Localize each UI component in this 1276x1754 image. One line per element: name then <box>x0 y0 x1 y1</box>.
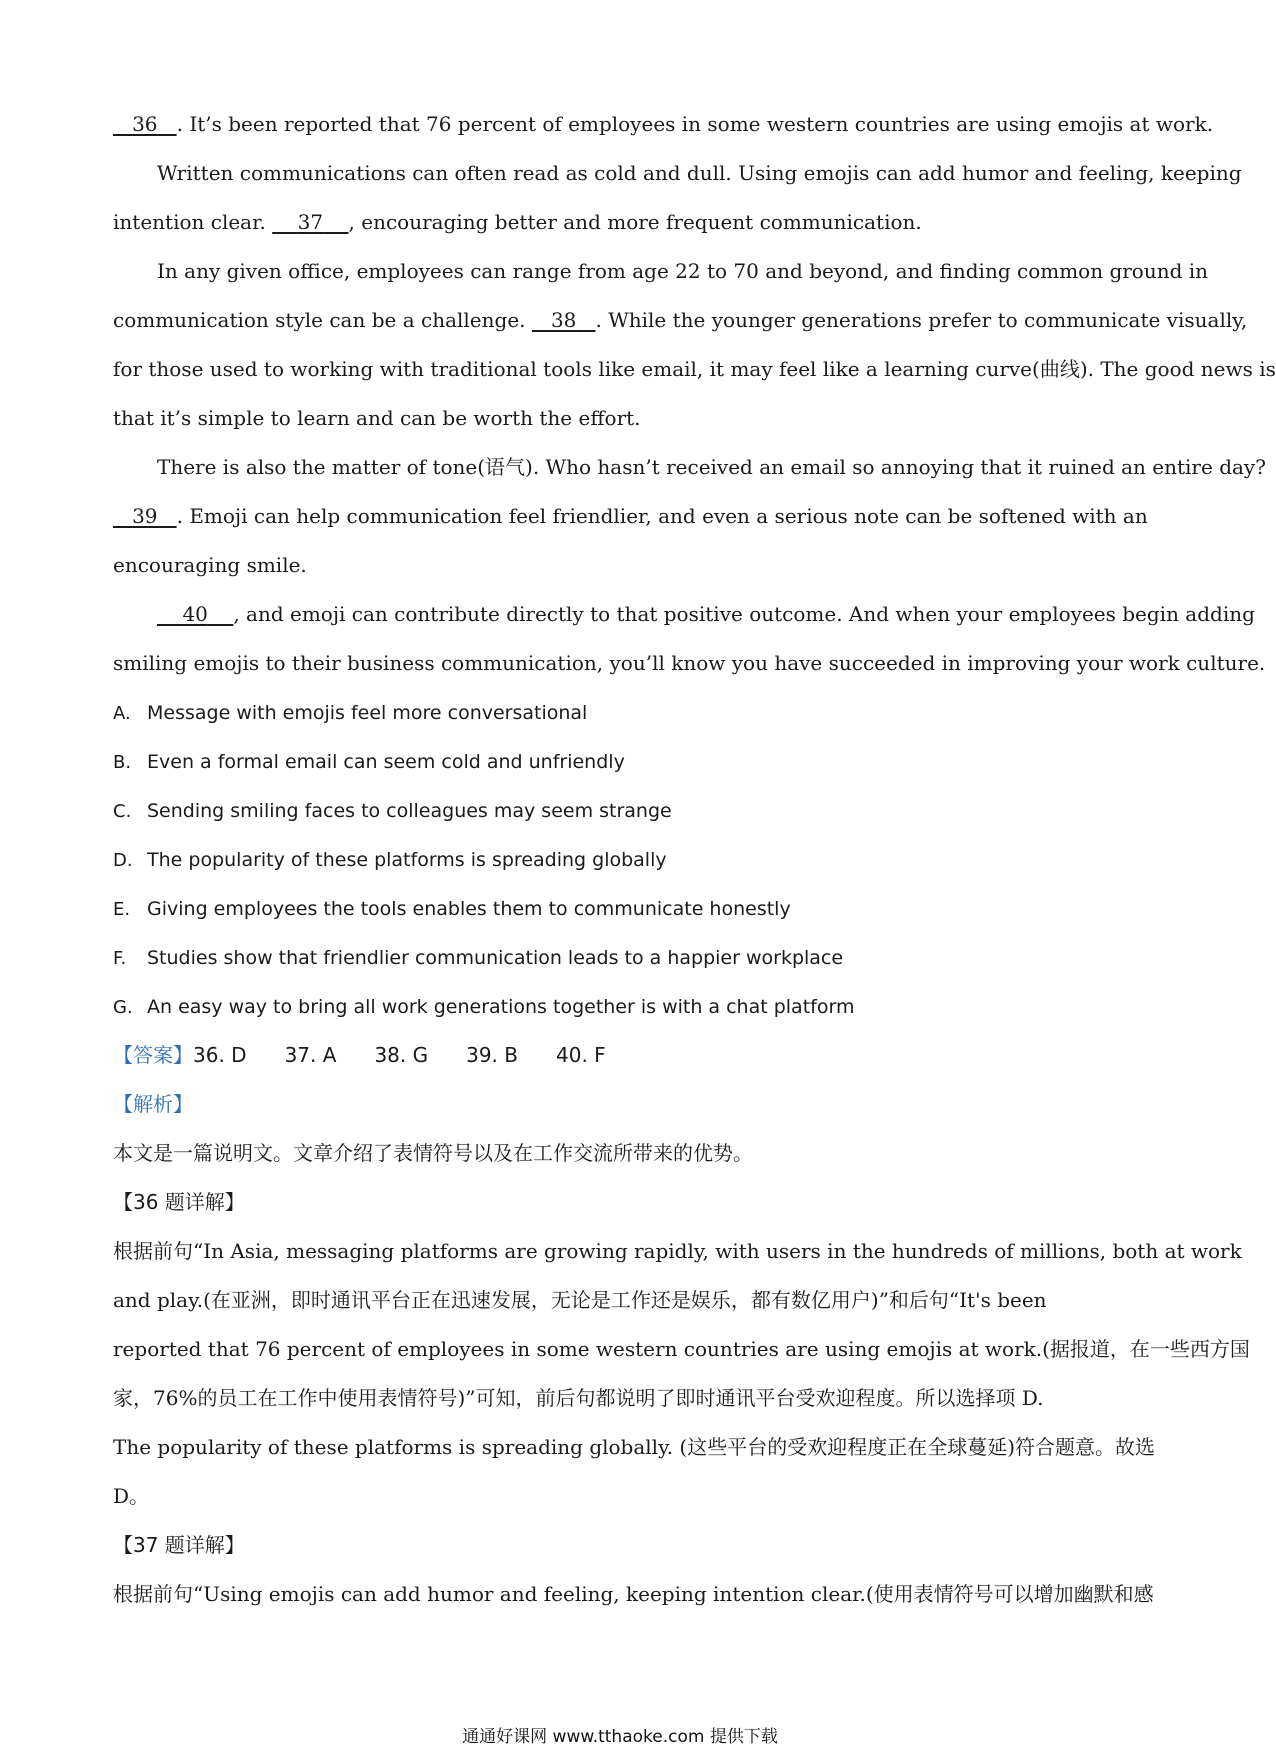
explanation-line: reported that 76 percent of employees in some western countries are using emojis at work.(据报道，在一些西方国 <box>113 1337 1250 1361</box>
document-body <box>113 100 1276 1619</box>
option-item <box>113 835 1133 884</box>
option-item <box>113 933 1133 982</box>
option-letter: C. <box>113 801 132 822</box>
answer-items <box>193 1043 644 1067</box>
option-item <box>113 737 1133 786</box>
option-text: An easy way to bring all work generations together is with a chat platform <box>147 996 855 1018</box>
passage-paragraph-3-line-4: that it’s simple to learn and can be worth the effort. <box>113 406 641 430</box>
blank-36: 36 <box>132 112 158 136</box>
answer-item: 36. D <box>193 1043 247 1067</box>
q36-heading: 【36 题详解】 <box>113 1190 245 1214</box>
passage-paragraph-5-line-1: 40 , and emoji can contribute directly to that positive outcome. And when your employees begin adding <box>113 590 1133 639</box>
paragraph-text: . It’s been reported that 76 percent of employees in some western countries are using emojis at work. <box>176 112 1214 136</box>
blank-38: 38 <box>550 308 577 332</box>
answer-tag: 【答案】 <box>113 1043 193 1067</box>
analysis-summary: 本文是一篇说明文。文章介绍了表情符号以及在工作交流所带来的优势。 <box>113 1141 753 1165</box>
passage-paragraph-3-line-1: In any given office, employees can range from age 22 to 70 and beyond, and finding common ground in <box>157 259 1209 283</box>
option-item <box>113 688 1133 737</box>
analysis-tag: 【解析】 <box>113 1092 193 1116</box>
passage-paragraph-4-line-3: encouraging smile. <box>113 553 307 577</box>
option-text: Sending smiling faces to colleagues may seem strange <box>147 800 672 822</box>
explanation-line: The popularity of these platforms is spreading globally. (这些平台的受欢迎程度正在全球蔓延)符合题意。故选 <box>113 1435 1156 1459</box>
explanation-line: 家，76%的员工在工作中使用表情符号)”可知，前后句都说明了即时通讯平台受欢迎程度。所以选择项 D. <box>113 1386 1044 1410</box>
passage-paragraph-4-line-1: There is also the matter of tone(语气). Who hasn’t received an email so annoying that it ruined an entire day? <box>157 455 1266 479</box>
explanation-line: and play.(在亚洲，即时通讯平台正在迅速发展，无论是工作还是娱乐，都有数亿用户)”和后句“It's been <box>113 1288 1047 1312</box>
passage-paragraph-3-line-3: for those used to working with traditional tools like email, it may feel like a learning curve(曲线). The good news is <box>113 357 1276 381</box>
answer-item: 37. A <box>284 1043 337 1067</box>
option-letter: F. <box>113 948 127 969</box>
answer-item: 40. F <box>556 1043 606 1067</box>
option-text: Even a formal email can seem cold and unfriendly <box>147 751 625 773</box>
passage-paragraph-2-line-2: intention clear. 37 , encouraging better and more frequent communication. <box>113 198 1133 247</box>
option-letter: G. <box>113 997 133 1018</box>
option-letter: B. <box>113 752 132 773</box>
passage-paragraph-1 <box>113 100 1214 149</box>
option-letter: E. <box>113 899 131 920</box>
passage-paragraph-4-line-2: 39 . Emoji can help communication feel friendlier, and even a serious note can be softened with an <box>113 492 1133 541</box>
q37-heading: 【37 题详解】 <box>113 1533 245 1557</box>
option-text: The popularity of these platforms is spreading globally <box>147 849 667 871</box>
passage-paragraph-2-line-1: Written communications can often read as cold and dull. Using emojis can add humor and feeling, keeping <box>157 161 1242 185</box>
blank-39: 39 <box>132 504 158 528</box>
option-text: Message with emojis feel more conversational <box>147 702 588 724</box>
option-item <box>113 884 1133 933</box>
option-letter: A. <box>113 703 131 724</box>
option-item <box>113 786 1133 835</box>
q37-explanation <box>113 1570 1154 1619</box>
blank-40: 40 <box>182 602 208 626</box>
option-item <box>113 982 1133 1031</box>
blank-37: 37 <box>297 210 324 234</box>
options-list <box>113 688 1133 1031</box>
answer-item: 38. G <box>374 1043 429 1067</box>
answer-line <box>113 1031 1133 1080</box>
option-text: Giving employees the tools enables them to communicate honestly <box>147 898 791 920</box>
option-letter: D. <box>113 850 133 871</box>
explanation-line: D。 <box>113 1484 150 1508</box>
explanation-line: 根据前句“Using emojis can add humor and feeling, keeping intention clear.(使用表情符号可以增加幽默和感 <box>113 1582 1154 1606</box>
passage-paragraph-5-line-2: smiling emojis to their business communication, you’ll know you have succeeded in improving your work culture. <box>113 651 1266 675</box>
passage-paragraph-3-line-2: communication style can be a challenge. 38 . While the younger generations prefer to communicate visually, <box>113 296 1133 345</box>
footer-source: 通通好课网 www.tthaoke.com 提供下载 <box>462 1727 778 1747</box>
explanation-line: 根据前句“In Asia, messaging platforms are growing rapidly, with users in the hundreds of millions, both at work <box>113 1239 1242 1263</box>
answer-item: 39. B <box>466 1043 518 1067</box>
option-text: Studies show that friendlier communication leads to a happier workplace <box>147 947 844 969</box>
q36-explanation <box>113 1227 1250 1521</box>
